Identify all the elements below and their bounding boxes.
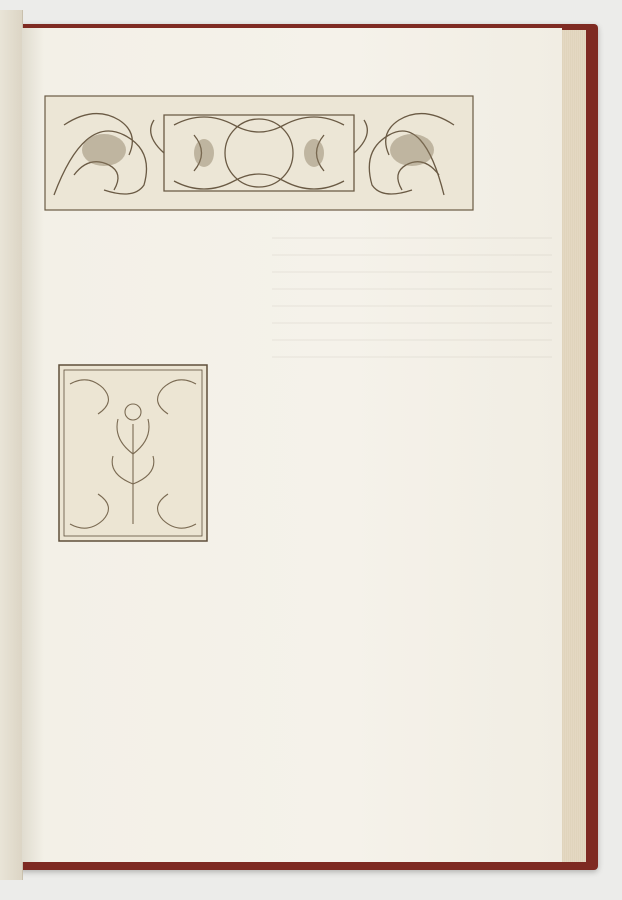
- facing-page-edge: [0, 10, 23, 880]
- woodcut-headpiece-ornament: [44, 95, 474, 211]
- page-edges: [558, 30, 586, 862]
- show-through-text: [272, 228, 552, 358]
- decorated-initial-letter: [58, 364, 208, 542]
- book-page: [22, 28, 562, 862]
